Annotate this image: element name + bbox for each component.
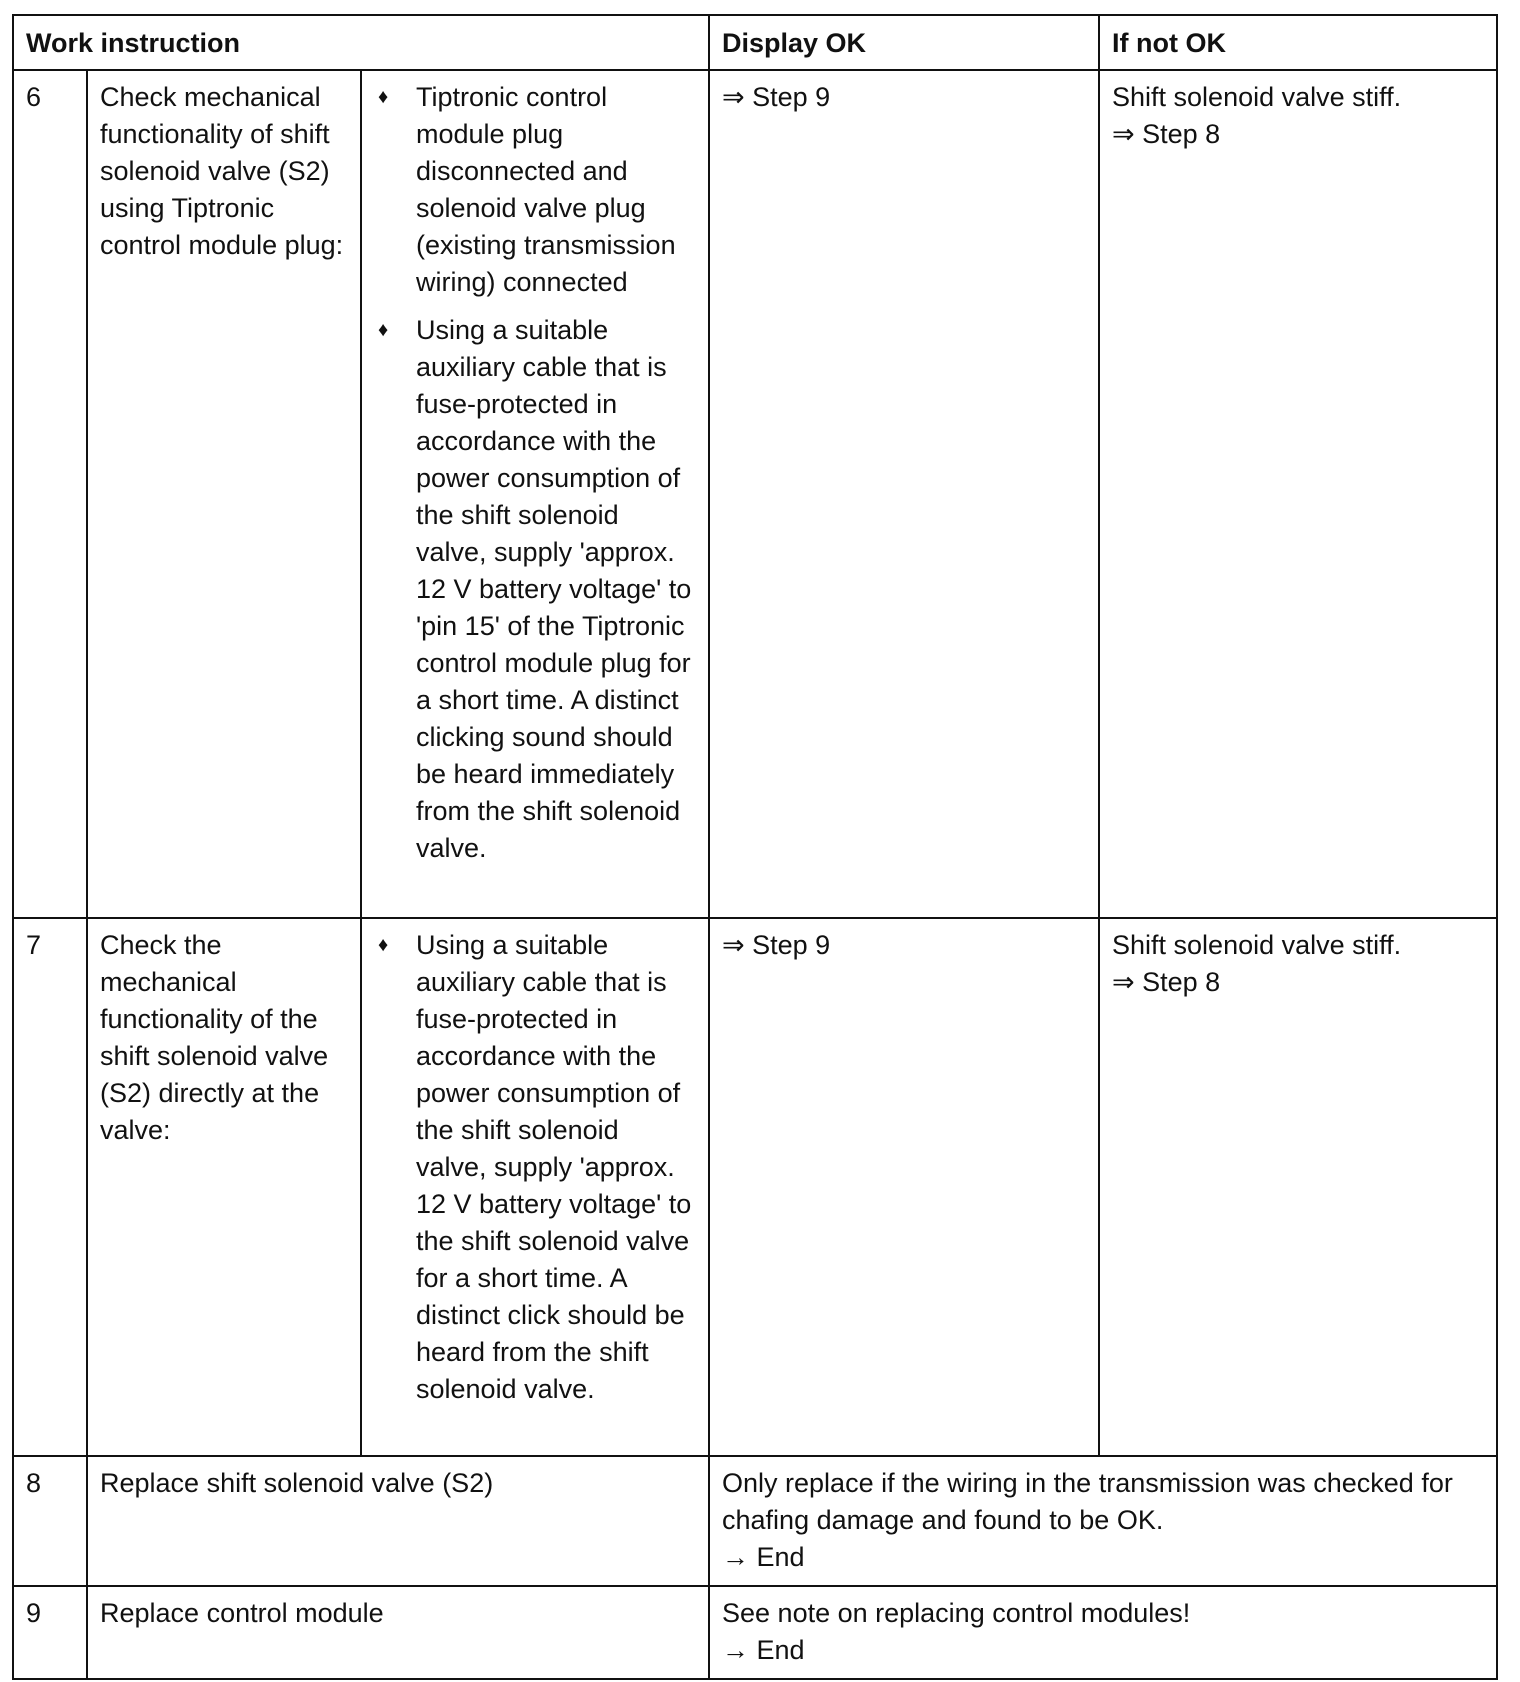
step-instructions [361, 918, 709, 1456]
step-number: 6 [13, 70, 87, 918]
diamond-bullet-icon: ♦ [378, 319, 389, 341]
diamond-bullet-icon: ♦ [378, 934, 389, 956]
table-row-step-9 [13, 1586, 1497, 1679]
work-instruction-table [12, 14, 1498, 1680]
step-description: Replace shift solenoid valve (S2) [87, 1456, 709, 1586]
table-row-step-6 [13, 70, 1497, 918]
step-number: 9 [13, 1586, 87, 1679]
diamond-bullet-icon: ♦ [378, 86, 389, 108]
note-text: See note on replacing control modules! [722, 1598, 1191, 1628]
display-ok-result: ⇒ Step 9 [709, 918, 1099, 1456]
table-header-row [13, 15, 1497, 70]
bullet-list [374, 79, 696, 867]
bullet-text: Using a suitable auxiliary cable that is fuse-protected in accordance with the power consumption of the shift solenoid valve, supply 'approx. 12 V battery voltage' to the shift solenoid valve for a short time. A distinct click should be heard from the shift solenoid valve. [416, 930, 692, 1404]
step-description: Check mechanical functionality of shift solenoid valve (S2) using Tiptronic control module plug: [87, 70, 361, 918]
next-step-text: ⇒ Step 8 [1112, 967, 1221, 997]
step-number: 8 [13, 1456, 87, 1586]
step-description: Check the mechanical functionality of the shift solenoid valve (S2) directly at the valve: [87, 918, 361, 1456]
step-note [709, 1586, 1497, 1679]
header-display-ok: Display OK [709, 15, 1099, 70]
note-end-text: → End [722, 1635, 805, 1665]
step-note [709, 1456, 1497, 1586]
note-end-text: → End [722, 1542, 805, 1572]
note-text: Only replace if the wiring in the transmission was checked for chafing damage and found to be OK. [722, 1468, 1453, 1535]
step-instructions [361, 70, 709, 918]
step-description: Replace control module [87, 1586, 709, 1679]
if-not-ok-result [1099, 918, 1497, 1456]
if-not-ok-result [1099, 70, 1497, 918]
table-row-step-8 [13, 1456, 1497, 1586]
bullet-text: Using a suitable auxiliary cable that is fuse-protected in accordance with the power consumption of the shift solenoid valve, supply 'approx. 12 V battery voltage' to 'pin 15' of the Tiptronic control module plug for a short time. A distinct clicking sound should be heard immediately from the shift solenoid valve. [416, 315, 692, 863]
table-row-step-7 [13, 918, 1497, 1456]
list-item [374, 927, 696, 1408]
header-work-instruction: Work instruction [13, 15, 709, 70]
list-item [374, 79, 696, 301]
list-item [374, 312, 696, 867]
fault-text: Shift solenoid valve stiff. [1112, 82, 1402, 112]
display-ok-result: ⇒ Step 9 [709, 70, 1099, 918]
step-number: 7 [13, 918, 87, 1456]
fault-text: Shift solenoid valve stiff. [1112, 930, 1402, 960]
header-if-not-ok: If not OK [1099, 15, 1497, 70]
bullet-list [374, 927, 696, 1408]
next-step-text: ⇒ Step 8 [1112, 119, 1221, 149]
bullet-text: Tiptronic control module plug disconnected and solenoid valve plug (existing transmission wiring) connected [416, 82, 676, 297]
